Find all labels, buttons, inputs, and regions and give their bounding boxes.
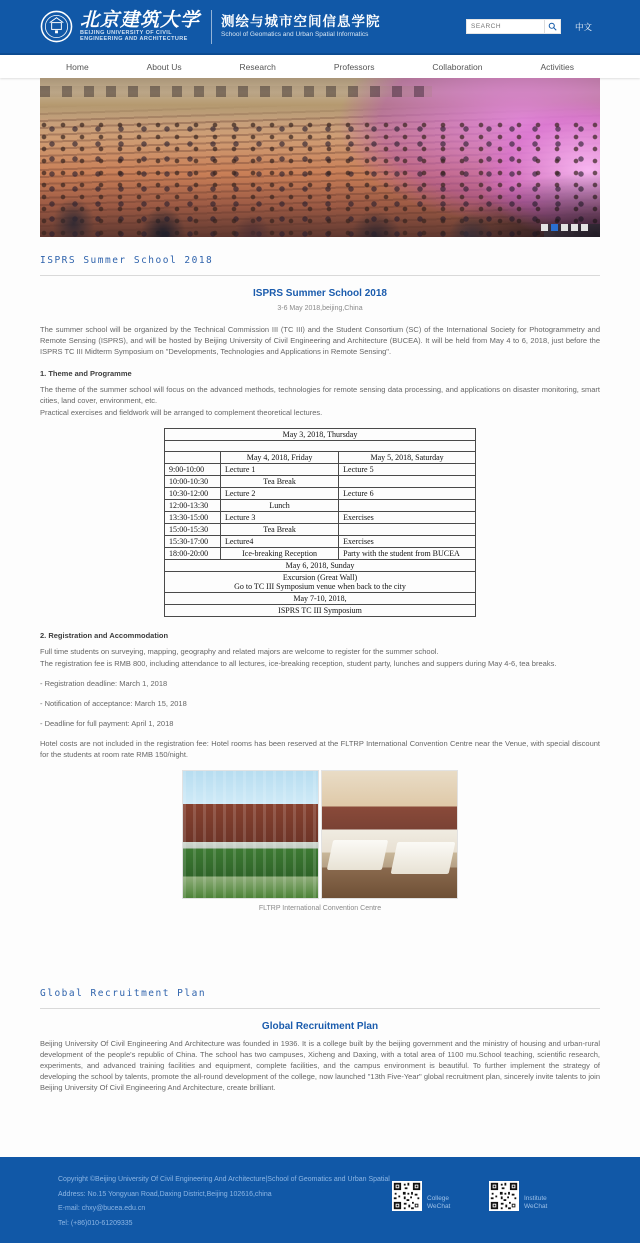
theme-heading: 1. Theme and Programme xyxy=(40,369,132,378)
schedule-cell: 15:30-17:00 xyxy=(165,536,221,548)
university-seal-logo xyxy=(40,10,73,43)
registration-paragraph-2: The registration fee is RMB 800, including attendance to all lectures, ice-breaking reception, student party, lunches and suppers during May 4-6, tea breaks. xyxy=(40,659,557,668)
school-name-cn: 测绘与城市空间信息学院 xyxy=(221,14,381,29)
spacer xyxy=(0,912,640,970)
footer-text-line: Tel: (+86)010-61209335 xyxy=(58,1219,133,1227)
footer-text-line: E-mail: chxy@bucea.edu.cn xyxy=(58,1205,146,1212)
schedule-cell xyxy=(339,500,476,512)
section-divider xyxy=(40,1008,600,1009)
photo-hotel-room xyxy=(321,770,458,899)
schedule-cell: May 7-10, 2018, xyxy=(165,593,476,605)
registration-paragraph-1: Full time students on surveying, mapping, geography and related majors are welcome to register for the summer school. xyxy=(40,647,439,656)
search-input[interactable] xyxy=(467,20,544,33)
hotel-paragraph: Hotel costs are not included in the registration fee: Hotel rooms has been reserved at the FLTRP International Convention Centre near the Venue, with special discount for the students at room rate RMB 150/night. xyxy=(40,739,600,759)
schedule-cell: 10:30-12:00 xyxy=(165,488,221,500)
schedule-cell: Tea Break xyxy=(220,524,338,536)
schedule-cell: Exercises xyxy=(339,512,476,524)
qr-code-label: College WeChat xyxy=(427,1195,451,1210)
schedule-cell: Lecture 6 xyxy=(339,488,476,500)
section-title: Global Recruitment Plan xyxy=(40,988,207,999)
schedule-cell: 10:00-10:30 xyxy=(165,476,221,488)
schedule-cell: May 3, 2018, Thursday xyxy=(165,429,476,441)
schedule-cell: 18:00-20:00 xyxy=(165,548,221,560)
schedule-cell: May 4, 2018, Friday xyxy=(220,452,338,464)
bed-shape xyxy=(391,842,456,874)
nav-item[interactable]: Home xyxy=(66,61,89,72)
site-header xyxy=(0,0,640,55)
registration-deadlines xyxy=(40,678,600,729)
schedule-cell: 15:00-15:30 xyxy=(165,524,221,536)
spacer xyxy=(0,1099,640,1157)
footer-text-line: Copyright ©Beijing University Of Civil Engineering And Architecture|School of Geomatics and Urban Spatial xyxy=(58,1176,390,1183)
university-name-cn: 北京建筑大学 xyxy=(80,8,201,31)
carousel-dot[interactable] xyxy=(571,224,578,231)
magnifier-icon xyxy=(548,22,557,31)
auditorium-foreground xyxy=(40,161,600,237)
hero-carousel-banner[interactable] xyxy=(40,78,600,237)
registration-item: - Notification of acceptance: March 15, 2018 xyxy=(40,699,187,708)
auditorium-audience xyxy=(40,121,600,237)
carousel-dot[interactable] xyxy=(551,224,558,231)
photo-convention-centre xyxy=(182,770,319,899)
qr-code-image xyxy=(489,1181,519,1211)
footer-qr-codes xyxy=(392,1181,558,1211)
schedule-cell: 13:30-15:00 xyxy=(165,512,221,524)
schedule-cell: May 5, 2018, Saturday xyxy=(339,452,476,464)
intro-paragraph: The summer school will be organized by the Technical Commission III (TC III) and the Student Consortium (SC) of the International Society for Photogrammetry and Remote Sensing (ISPRS), and will be hosted by Beijing University of Civil Engineering and Architecture (BUCEA). It will be held from May 4 to 6, 2018, just before the ISPRS TC III Midterm Symposium on "Developments, Technologies and Applications in Remote Sensing". xyxy=(40,325,600,356)
recruitment-section xyxy=(40,970,600,1093)
schedule-cell: Lunch xyxy=(220,500,338,512)
theme-paragraph-1: The theme of the summer school will focus on the advanced methods, technologies for remote sensing data processing, and applications on disaster monitoring, smart cities, land cover, environment, etc. xyxy=(40,385,600,405)
nav-item[interactable]: Research xyxy=(239,61,276,72)
schedule-cell: Exercises xyxy=(339,536,476,548)
header-divider xyxy=(211,10,212,44)
registration-item: - Registration deadline: March 1, 2018 xyxy=(40,679,168,688)
registration-item: - Deadline for full payment: April 1, 2018 xyxy=(40,719,174,728)
schedule-cell: 9:00-10:00 xyxy=(165,464,221,476)
search-button[interactable] xyxy=(544,20,560,33)
section-divider xyxy=(40,275,600,276)
bed-shape xyxy=(327,840,388,870)
school-brand xyxy=(221,14,381,39)
recruitment-title: Global Recruitment Plan xyxy=(261,1021,379,1032)
university-brand[interactable] xyxy=(40,10,200,43)
schedule-cell: Lecture 5 xyxy=(339,464,476,476)
nav-item[interactable]: Activities xyxy=(540,61,574,72)
carousel-dot[interactable] xyxy=(581,224,588,231)
schedule-cell xyxy=(165,441,476,452)
photo-caption: FLTRP International Convention Centre xyxy=(258,905,382,912)
schedule-cell xyxy=(339,476,476,488)
hotel-photos xyxy=(40,770,600,899)
schedule-cell: Excursion (Great Wall) Go to TC III Symposium venue when back to the city xyxy=(165,572,476,593)
schedule-cell xyxy=(165,452,221,464)
carousel-dots xyxy=(541,224,588,231)
qr-code-group xyxy=(392,1181,461,1211)
schedule-cell xyxy=(339,524,476,536)
schedule-cell: Ice-breaking Reception xyxy=(220,548,338,560)
footer-text-line: Address: No.15 Yongyuan Road,Daxing District,Beijing 102616,china xyxy=(58,1190,272,1198)
section-title: ISPRS Summer School 2018 xyxy=(40,255,214,266)
search-box[interactable] xyxy=(466,19,561,34)
university-name-en: BEIJING UNIVERSITY OF CIVIL ENGINEERING AND ARCHITECTURE xyxy=(80,29,188,42)
registration-heading: 2. Registration and Accommodation xyxy=(40,631,169,640)
schedule-cell: May 6, 2018, Sunday xyxy=(165,560,476,572)
schedule-cell: Lecture 1 xyxy=(220,464,338,476)
schedule-cell: ISPRS TC III Symposium xyxy=(165,605,476,617)
qr-code-label: Institute WeChat xyxy=(524,1195,548,1210)
schedule-cell: Tea Break xyxy=(220,476,338,488)
language-switch-link[interactable]: 中文 xyxy=(574,21,592,32)
qr-code-group xyxy=(489,1181,558,1211)
schedule-cell: Lecture 2 xyxy=(220,488,338,500)
summer-school-section xyxy=(40,237,600,912)
main-nav xyxy=(0,55,640,78)
carousel-dot[interactable] xyxy=(541,224,548,231)
nav-item[interactable]: About Us xyxy=(146,61,182,72)
schedule-cell: Lecture 3 xyxy=(220,512,338,524)
article-subtitle: 3-6 May 2018,beijing,China xyxy=(277,305,363,312)
carousel-dot[interactable] xyxy=(561,224,568,231)
theme-paragraph-2: Practical exercises and fieldwork will be arranged to complement theoretical lectures. xyxy=(40,408,323,417)
nav-item[interactable]: Collaboration xyxy=(432,61,483,72)
site-footer xyxy=(0,1157,640,1243)
schedule-table xyxy=(164,428,476,617)
schedule-cell: Lecture4 xyxy=(220,536,338,548)
schedule-cell: 12:00-13:30 xyxy=(165,500,221,512)
school-name-en: School of Geomatics and Urban Spatial Informatics xyxy=(221,31,369,38)
nav-item[interactable]: Professors xyxy=(333,61,375,72)
article-title: ISPRS Summer School 2018 xyxy=(253,288,387,299)
schedule-cell: Party with the student from BUCEA xyxy=(339,548,476,560)
qr-code-image xyxy=(392,1181,422,1211)
recruitment-paragraph: Beijing University Of Civil Engineering And Architecture was founded in 1936. It is a college built by the beijing government and the ministry of housing and urban-rural development of the people's republic of China. The school has two campuses, Xicheng and Daxing, with a total area of 1100 mu.School teaching, scientific research, experiments, and advanced training facilities and equipment, complete facilities, and the campus environment is beautiful. To further implement the strategy of developing the school by talents, promote the all-round development of the college, now launched "13th Five-Year" global recruitment plan, sincerely invite talents to join Beijing University Of Civil Engineering And Architecture, create brilliant. xyxy=(40,1039,600,1092)
